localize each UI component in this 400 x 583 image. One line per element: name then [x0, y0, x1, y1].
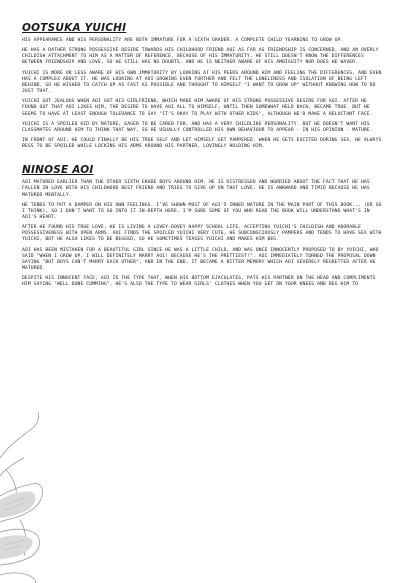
- paragraph: AOI HAS BEEN MISTAKEN FOR A BEAUTIFUL GIRL SINCE HE WAS A LITTLE CHILD, AND WAS ONCE INNOCENTLY PROPOSED TO BY YUICHI, WHO SAID "WHEN I GROW UP, I WILL DEFINITELY MARRY AOI! BECAUSE HE'S THE PRETTIEST!". AOI IMMEDIATELY TURNED THE PROPOSAL DOWN SAYING "BUT BOYS CAN'T MARRY EACH OTHER", AND IN THE END, IT BECAME A BITTER MEMORY WHICH AOI SEVERELY REGRETTED AFTER HE MATURED.: [22, 247, 379, 272]
- character-profile-aoi: [22, 164, 384, 288]
- section-heading: OOTSUKA YUICHI: [22, 22, 127, 34]
- paragraph: IN FRONT OF AOI, HE COULD FINALLY BE HIS TRUE SELF AND LET HIMSELF GET PAMPERED. WHEN HE GETS EXCITED DURING SEX, HE ALWAYS BEGS TO BE SPOILED WHILE LOCKING HIS ARMS AROUND HIS PARTNER, LOVINGLY HOLDING HIM.: [22, 138, 382, 150]
- paragraph: HIS APPEARANCE AND HIS PERSONALITY ARE BOTH IMMATURE FOR A SIXTH GRADER. A COMPLETE CHILD YEARNING TO GROW UP.: [22, 38, 344, 43]
- paragraph: YUICHI IS MORE OR LESS AWARE OF HIS OWN IMMATURITY BY LOOKING AT HIS PEERS AROUND HIM AND FEELING THE DIFFERENCES, AND EVEN HAS A COMPLEX ABOUT IT. HE WAS LOOKING AT AOI GROWING EVEN FURTHER AND FELT THE LONELINESS AND ISOLATION OF BEING LEFT BEHIND, SO HE WISHED TO CATCH UP AS FAST AS POSSIBLE AND THOUGHT TO HIMSELF "I WANT TO GROW UP" WITHOUT KNOWING HOW TO DO JUST THAT.: [22, 70, 382, 95]
- paragraph: YUICHI IS A SPOILED KID BY NATURE, EAGER TO BE CARED FOR, AND HAS A VERY CHILDLIKE PERSONALITY. BUT HE DOESN'T WANT HIS CLASSMATES AROUND HIM TO THINK THAT WAY, SO HE USUALLY CONTROLLED HIS OWN BEHAVIOUR TO APPEAR - IN HIS OPINION - MATURE.: [22, 121, 373, 133]
- paragraph: AFTER HE FOUND HIS TRUE LOVE, HE IS LIVING A LOVEY-DOVEY HAPPY SCHOOL LIFE, ACCEPTING YUICHI'S CHILDISH AND ADORABLE POSSESSIVENESS WITH OPEN ARMS. AOI FINDS THE SPOILED YUICHI VERY CUTE, HE SUBCONSCIOUSLY PAMPERS AND TENDS TO HAVE SEX WITH YUICHI, BUT HE ALSO LIKES TO BE BEGGED, SO HE SOMETIMES TEASES YUICHI AND MAKES HIM BEG.: [22, 225, 382, 243]
- paragraph: HE HAS A RATHER STRONG POSSESSIVE DESIRE TOWARDS HIS CHILDHOOD FRIEND AOI AS FAR AS FRIENDSHIP IS CONCERNED, AND AN OVERLY CHILDISH ATTACHMENT TO HIM AS A MATTER OF REFERENCE. BECAUSE OF HIS IMMATURITY, HE STILL DOESN'T KNOW THE DIFFERENCES BETWEEN FRIENDSHIP AND LOVE, SO HE STILL HAS NO DOUBTS, AND HE IS NEITHER AWARE OF HIS AMBIGUITY NOR DOES HE WAVER.: [22, 48, 379, 66]
- paragraph: AOI MATURED EARLIER THAN THE OTHER SIXTH GRADE BOYS AROUND HIM. HE IS DISTRESSED AND WORRIED ABOUT THE FACT THAT HE HAS FALLEN IN LOVE WITH HIS CHILDHOOD BEST FRIEND AND TRIES TO GIVE UP ON THAT LOVE. HE IS AWKWARD AND TIMID BECAUSE HE HAS MATURED MENTALLY.: [22, 180, 370, 198]
- section-heading: NINOSE AOI: [22, 164, 94, 177]
- paragraph: YUICHI GOT JEALOUS WHEN AOI GOT HIS GIRLFRIEND, WHICH MADE HIM AWARE OF HIS STRONG POSSESSIVE DESIRE FOR AOI. AFTER HE FOUND OUT THAT AOI LIKES HIM, THE DESIRE TO HAVE AOI ALL TO HIMSELF, UNTIL THEN SOMEWHAT HELD BACK, BECAME TRUE. BUT HE SEEMS TO HAVE AT LEAST ENOUGH TOLERANCE TO SAY "IT'S OKAY TO PLAY WITH OTHER KIDS", ALTHOUGH HE'D MAKE A RELUCTANT FACE.: [22, 99, 373, 117]
- text-column: [22, 22, 384, 293]
- paragraph: HE TENDS TO PUT A DAMPER ON HIS OWN FEELINGS. I'VE SHOWN MOST OF AOI'S INNER NATURE IN THE MAIN PART OF THIS BOOK... (OR SO I THINK), SO I DON'T WANT TO GO INTO IT IN-DEPTH HERE. I'M SURE SOME OF YOU WHO READ THE BOOK WILL UNDERSTAND WHAT'S IN AOI'S HEART.: [22, 202, 382, 220]
- character-profile-yuichi: [22, 22, 384, 150]
- paragraph: DESPITE HIS INNOCENT FACE, AOI IS THE TYPE THAT, WHEN HIS BOTTOM EJACULATES, PATS HIS PARTNER ON THE HEAD AND COMPLIMENTS HIM SAYING "WELL DONE CUMMING". HE'S ALSO THE TYPE TO WEAR GIRLS' CLOTHES WHEN YOU GET ON YOUR KNEES AND BEG HIM TO: [22, 276, 376, 288]
